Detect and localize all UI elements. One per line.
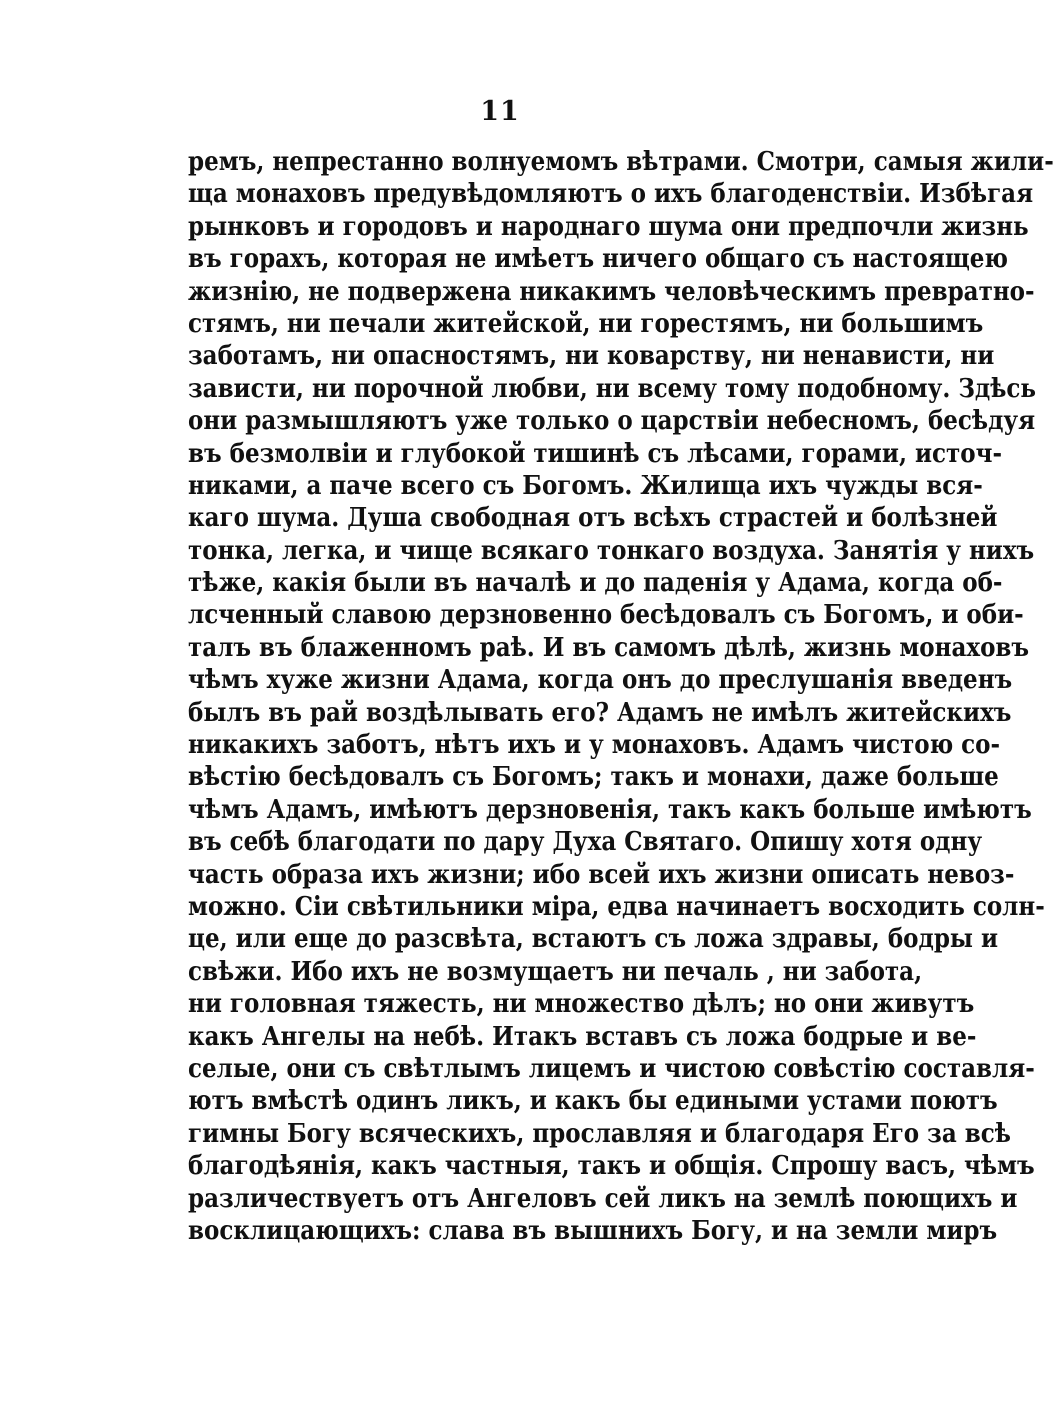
text-line: они размышляютъ уже только о царствіи небесномъ, бесѣдуя: [188, 405, 1036, 436]
text-line: ютъ вмѣстѣ одинъ ликъ, и какъ бы едиными устами поютъ: [188, 1085, 998, 1116]
text-line: тѣже, какія были въ началѣ и до паденія у Адама, когда об-: [188, 567, 1003, 598]
text-line: стямъ, ни печали житейской, ни горестямъ, ни большимъ: [188, 308, 984, 339]
text-line: ща монаховъ предувѣдомляютъ о ихъ благоденствіи. Избѣгая: [188, 178, 1034, 209]
text-line: можно. Сіи свѣтильники міра, едва начинаетъ восходить солн-: [188, 891, 1045, 922]
text-line: часть образа ихъ жизни; ибо всей ихъ жизни описать невоз-: [188, 858, 1015, 890]
text-line: каго шума. Душа свободная отъ всѣхъ страстей и болѣзней: [188, 502, 998, 533]
page-number: 11: [480, 96, 520, 127]
text-line: талъ въ блаженномъ раѣ. И въ самомъ дѣлѣ, жизнь монаховъ: [188, 632, 1030, 663]
text-line: въ горахъ, которая не имѣетъ ничего общаго съ настоящею: [188, 243, 1008, 274]
text-line: какъ Ангелы на небѣ. Итакъ вставъ съ ложа бодрые и ве-: [188, 1020, 977, 1052]
text-line: различествуетъ отъ Ангеловъ сей ликъ на землѣ поющихъ и: [188, 1182, 1018, 1214]
text-line: жизнію, не подвержена никакимъ человѣческимъ превратно-: [188, 275, 1035, 307]
text-line: це, или еще до разсвѣта, встаютъ съ ложа здравы, бодры и: [188, 923, 999, 954]
text-line: въ безмолвіи и глубокой тишинѣ съ лѣсами, горами, источ-: [188, 437, 1003, 469]
text-line: въ себѣ благодати по дару Духа Святаго. Опишу хотя одну: [188, 826, 983, 857]
body-text: [188, 146, 1054, 1247]
text-line: свѣжи. Ибо ихъ не возмущаетъ ни печаль , ни забота,: [188, 956, 923, 987]
text-line: гимны Богу всяческихъ, прославляя и благодаря Его за всѣ: [188, 1118, 1011, 1149]
text-line: никами, а паче всего съ Богомъ. Жилища ихъ чужды вся-: [188, 470, 983, 501]
text-line: тонка, легка, и чище всякаго тонкаго воздуха. Занятія у нихъ: [188, 534, 1035, 566]
text-line: селые, они съ свѣтлымъ лицемъ и чистою совѣстію составля-: [188, 1053, 1035, 1084]
text-line: вѣстію бесѣдовалъ съ Богомъ; такъ и монахи, даже больше: [188, 761, 999, 792]
text-line: зависти, ни порочной любви, ни всему тому подобному. Здѣсь: [188, 373, 1037, 404]
text-line: былъ въ рай воздѣлывать его? Адамъ не имѣлъ житейскихъ: [188, 696, 1012, 728]
text-line: ремъ, непрестанно волнуемомъ вѣтрами. Смотри, самыя жили-: [188, 146, 1054, 177]
text-line: благодѣянія, какъ частныя, такъ и общія. Спрошу васъ, чѣмъ: [188, 1150, 1035, 1181]
text-line: заботамъ, ни опасностямъ, ни коварству, ни ненависти, ни: [188, 340, 995, 371]
text-line: ни головная тяжесть, ни множество дѣлъ; но они живутъ: [188, 988, 975, 1019]
text-line: восклицающихъ: слава въ вышнихъ Богу, и на земли миръ: [188, 1215, 998, 1246]
text-line: никакихъ заботъ, нѣтъ ихъ и у монаховъ. Адамъ чистою со-: [188, 729, 1001, 760]
text-line: рынковъ и городовъ и народнаго шума они предпочли жизнь: [188, 211, 1029, 242]
text-line: чѣмъ хуже жизни Адама, когда онъ до преслушанія введенъ: [188, 664, 1013, 695]
text-line: чѣмъ Адамъ, имѣютъ дерзновенія, такъ какъ больше имѣютъ: [188, 794, 1032, 825]
text-line: лсченный славою дерзновенно бесѣдовалъ съ Богомъ, и оби-: [188, 599, 1024, 631]
